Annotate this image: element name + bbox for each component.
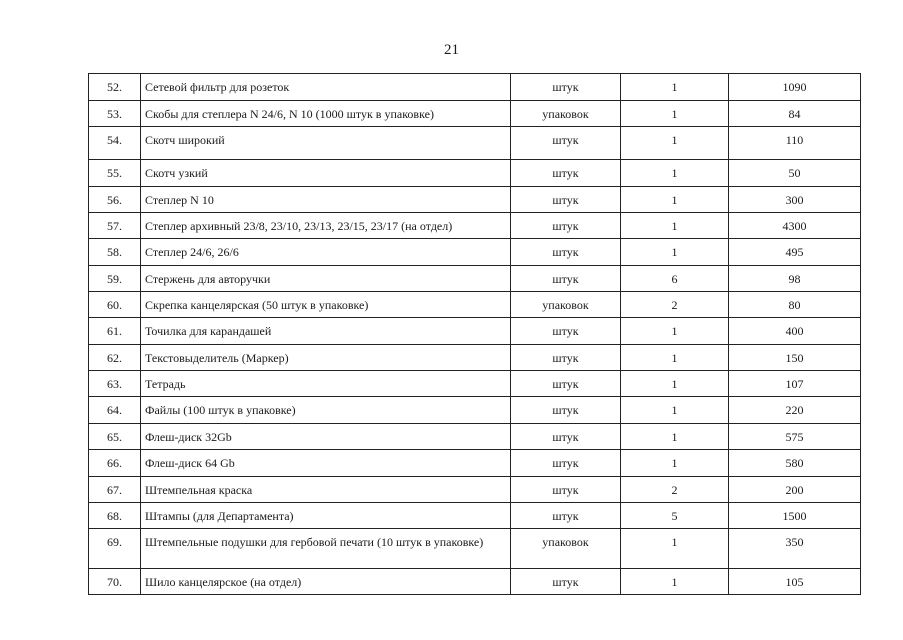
item-quantity: 1 [621, 239, 729, 266]
item-price: 400 [729, 318, 861, 345]
item-name: Тетрадь [141, 371, 511, 397]
item-price: 110 [729, 127, 861, 160]
item-quantity: 1 [621, 101, 729, 127]
row-number: 65. [89, 424, 141, 450]
item-price: 150 [729, 345, 861, 371]
item-name: Штемпельная краска [141, 477, 511, 503]
item-price: 575 [729, 424, 861, 450]
row-number: 61. [89, 318, 141, 345]
item-unit: штук [511, 127, 621, 160]
item-unit: упаковок [511, 529, 621, 569]
row-number: 63. [89, 371, 141, 397]
item-unit: штук [511, 450, 621, 477]
item-name: Флеш-диск 64 Gb [141, 450, 511, 477]
item-name: Текстовыделитель (Маркер) [141, 345, 511, 371]
item-quantity: 1 [621, 569, 729, 595]
item-unit: штук [511, 213, 621, 239]
row-number: 57. [89, 213, 141, 239]
page-number: 21 [444, 42, 459, 58]
item-quantity: 6 [621, 266, 729, 292]
item-quantity: 1 [621, 529, 729, 569]
table-row [89, 318, 861, 345]
item-quantity: 1 [621, 424, 729, 450]
item-unit: штук [511, 397, 621, 424]
table-row [89, 345, 861, 371]
item-unit: штук [511, 477, 621, 503]
table-row [89, 424, 861, 450]
row-number: 66. [89, 450, 141, 477]
item-unit: штук [511, 424, 621, 450]
item-price: 4300 [729, 213, 861, 239]
table-row [89, 266, 861, 292]
items-table-body [89, 74, 861, 595]
item-unit: штук [511, 160, 621, 187]
table-row [89, 74, 861, 101]
item-unit: упаковок [511, 292, 621, 318]
item-quantity: 1 [621, 127, 729, 160]
table-row [89, 397, 861, 424]
item-name: Флеш-диск 32Gb [141, 424, 511, 450]
item-quantity: 1 [621, 160, 729, 187]
row-number: 60. [89, 292, 141, 318]
item-unit: штук [511, 74, 621, 101]
item-unit: штук [511, 187, 621, 213]
item-name: Скотч узкий [141, 160, 511, 187]
item-name: Сетевой фильтр для розеток [141, 74, 511, 101]
item-name: Степлер 24/6, 26/6 [141, 239, 511, 266]
table-row [89, 569, 861, 595]
item-price: 1500 [729, 503, 861, 529]
table-row [89, 503, 861, 529]
row-number: 69. [89, 529, 141, 569]
item-name: Файлы (100 штук в упаковке) [141, 397, 511, 424]
table-row [89, 239, 861, 266]
item-quantity: 1 [621, 371, 729, 397]
item-quantity: 1 [621, 213, 729, 239]
table-row [89, 450, 861, 477]
item-price: 220 [729, 397, 861, 424]
item-quantity: 5 [621, 503, 729, 529]
item-name: Скрепка канцелярская (50 штук в упаковке) [141, 292, 511, 318]
row-number: 67. [89, 477, 141, 503]
item-price: 50 [729, 160, 861, 187]
item-price: 580 [729, 450, 861, 477]
item-unit: штук [511, 503, 621, 529]
item-name: Стержень для авторучки [141, 266, 511, 292]
item-price: 98 [729, 266, 861, 292]
item-unit: упаковок [511, 101, 621, 127]
table-row [89, 371, 861, 397]
item-price: 200 [729, 477, 861, 503]
row-number: 70. [89, 569, 141, 595]
item-quantity: 1 [621, 450, 729, 477]
item-quantity: 1 [621, 397, 729, 424]
item-name: Штампы (для Департамента) [141, 503, 511, 529]
item-price: 300 [729, 187, 861, 213]
table-row [89, 101, 861, 127]
item-unit: штук [511, 318, 621, 345]
item-unit: штук [511, 239, 621, 266]
table-row [89, 213, 861, 239]
row-number: 56. [89, 187, 141, 213]
row-number: 58. [89, 239, 141, 266]
item-quantity: 1 [621, 318, 729, 345]
table-row [89, 127, 861, 160]
item-price: 350 [729, 529, 861, 569]
item-unit: штук [511, 266, 621, 292]
table-row [89, 529, 861, 569]
row-number: 52. [89, 74, 141, 101]
item-price: 84 [729, 101, 861, 127]
row-number: 55. [89, 160, 141, 187]
row-number: 64. [89, 397, 141, 424]
item-name: Точилка для карандашей [141, 318, 511, 345]
row-number: 62. [89, 345, 141, 371]
row-number: 68. [89, 503, 141, 529]
item-price: 1090 [729, 74, 861, 101]
item-quantity: 2 [621, 292, 729, 318]
item-name: Шило канцелярское (на отдел) [141, 569, 511, 595]
item-quantity: 1 [621, 74, 729, 101]
item-price: 80 [729, 292, 861, 318]
item-unit: штук [511, 569, 621, 595]
table-row [89, 292, 861, 318]
item-quantity: 1 [621, 187, 729, 213]
item-name: Штемпельные подушки для гербовой печати (10 штук в упаковке) [141, 529, 511, 569]
item-unit: штук [511, 371, 621, 397]
item-quantity: 1 [621, 345, 729, 371]
row-number: 54. [89, 127, 141, 160]
item-name: Степлер архивный 23/8, 23/10, 23/13, 23/15, 23/17 (на отдел) [141, 213, 511, 239]
item-name: Скотч широкий [141, 127, 511, 160]
item-price: 105 [729, 569, 861, 595]
table-row [89, 160, 861, 187]
item-quantity: 2 [621, 477, 729, 503]
item-price: 107 [729, 371, 861, 397]
item-price: 495 [729, 239, 861, 266]
item-name: Степлер N 10 [141, 187, 511, 213]
item-unit: штук [511, 345, 621, 371]
items-table [88, 73, 861, 595]
row-number: 53. [89, 101, 141, 127]
table-row [89, 477, 861, 503]
table-row [89, 187, 861, 213]
row-number: 59. [89, 266, 141, 292]
item-name: Скобы для степлера N 24/6, N 10 (1000 штук в упаковке) [141, 101, 511, 127]
